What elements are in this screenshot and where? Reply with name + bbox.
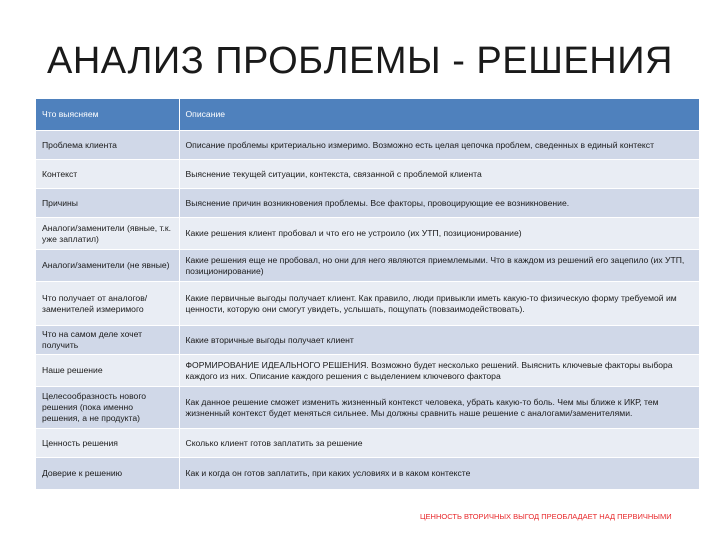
row-key: Целесообразность нового решения (пока именно решения, а не продукта): [36, 387, 179, 429]
row-value: Описание проблемы критериально измеримо. Возможно есть целая цепочка проблем, сведенных в единый контекст: [179, 131, 699, 160]
table-row: [36, 282, 699, 326]
row-value: Какие решения еще не пробовал, но они для него являются приемлемыми. Что в каждом из решений его зацепило (их УТП, позиционирование): [179, 250, 699, 282]
row-value: Как и когда он готов заплатить, при каких условиях и в каком контексте: [179, 458, 699, 489]
table-row: [36, 131, 699, 160]
table-row: [36, 458, 699, 489]
row-value: Какие первичные выгоды получает клиент. Как правило, люди привыкли иметь какую-то физическую форму требуемой им ценности, которую они смогут увидеть, услышать, пощупать (повзаимодействовать).: [179, 282, 699, 326]
footnote: ЦЕННОСТЬ ВТОРИЧНЫХ ВЫГОД ПРЕОБЛАДАЕТ НАД ПЕРВИЧНЫМИ: [420, 512, 672, 521]
table-row: [36, 387, 699, 429]
header-description: Описание: [179, 99, 699, 131]
row-key: Контекст: [36, 160, 179, 189]
row-key: Аналоги/заменители (не явные): [36, 250, 179, 282]
row-key: Аналоги/заменители (явные, т.к. уже заплатил): [36, 218, 179, 250]
table-row: [36, 189, 699, 218]
row-key: Проблема клиента: [36, 131, 179, 160]
row-value: Какие вторичные выгоды получает клиент: [179, 326, 699, 355]
row-key: Причины: [36, 189, 179, 218]
table-row: [36, 355, 699, 387]
table-row: [36, 218, 699, 250]
slide-title: АНАЛИЗ ПРОБЛЕМЫ - РЕШЕНИЯ: [47, 40, 673, 82]
row-key: Что получает от аналогов/заменителей измеримого: [36, 282, 179, 326]
header-what: Что выясняем: [36, 99, 179, 131]
table-row: [36, 250, 699, 282]
table-header-row: [36, 99, 699, 131]
analysis-table: [36, 98, 700, 489]
row-key: Что на самом деле хочет получить: [36, 326, 179, 355]
row-value: Выяснение текущей ситуации, контекста, связанной с проблемой клиента: [179, 160, 699, 189]
row-value: Сколько клиент готов заплатить за решение: [179, 429, 699, 458]
table-row: [36, 429, 699, 458]
row-key: Наше решение: [36, 355, 179, 387]
row-value: Как данное решение сможет изменить жизненный контекст человека, убрать какую-то боль. Чем мы ближе к ИКР, тем жизненный контекст будет меняться сильнее. Мы должны сравнить наше решение с аналогами/заменителями.: [179, 387, 699, 429]
row-key: Доверие к решению: [36, 458, 179, 489]
row-value: ФОРМИРОВАНИЕ ИДЕАЛЬНОГО РЕШЕНИЯ. Возможно будет несколько решений. Выяснить ключевые факторы выбора каждого из них. Описание каждого решения с выделением ключевого фактора: [179, 355, 699, 387]
table-row: [36, 326, 699, 355]
row-key: Ценность решения: [36, 429, 179, 458]
row-value: Выяснение причин возникновения проблемы. Все факторы, провоцирующие ее возникновение.: [179, 189, 699, 218]
row-value: Какие решения клиент пробовал и что его не устроило (их УТП, позиционирование): [179, 218, 699, 250]
table-row: [36, 160, 699, 189]
